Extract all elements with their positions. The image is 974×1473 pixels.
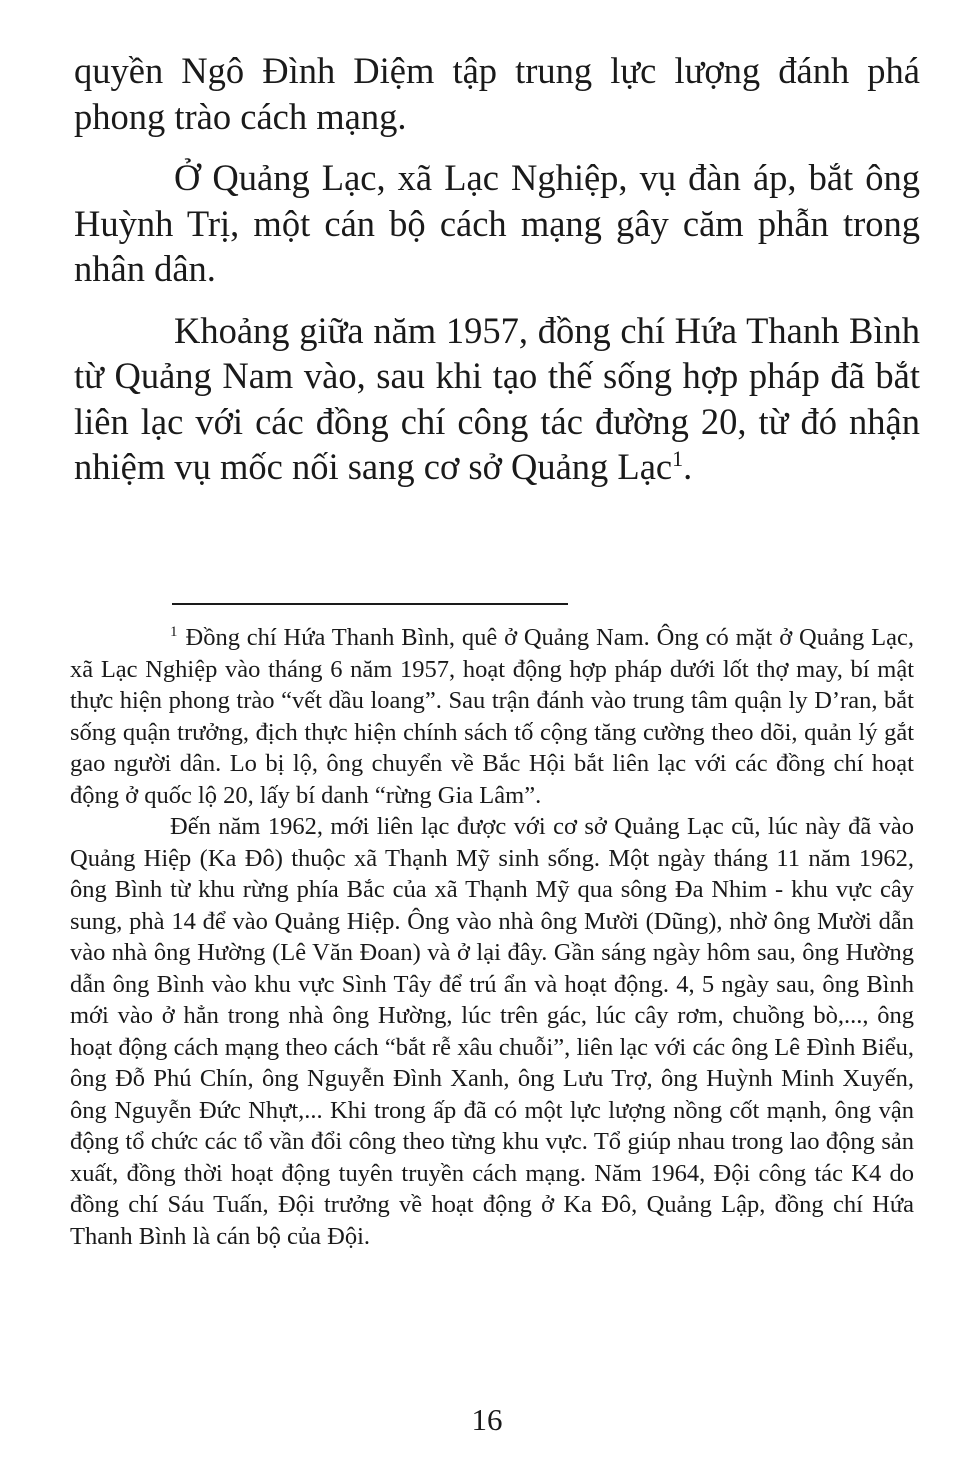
page-number: 16 [471,1402,503,1437]
footnote-paragraph-1 [70,622,914,811]
page-content [74,48,920,490]
body-paragraph-3-text: Khoảng giữa năm 1957, đồng chí Hứa Thanh Bình từ Quảng Nam vào, sau khi tạo thế sống hợp pháp đã bắt liên lạc với các đồng chí công tác đường 20, từ đó nhận nhiệm vụ mốc nối sang cơ sở Quảng Lạc [74,309,920,487]
body-paragraph-3 [74,308,920,490]
footnote-paragraph-1-text: Đồng chí Hứa Thanh Bình, quê ở Quảng Nam. Ông có mặt ở Quảng Lạc, xã Lạc Nghiệp vào tháng 6 năm 1957, hoạt động hợp pháp dưới lốt thợ may, bí mật thực hiện phong trào “vết dầu loang”. Sau trận đánh vào trung tâm quận ly D’ran, bắt sống quận trưởng, địch thực hiện chính sách tố cộng tăng cường theo dõi, quản lý gắt gao người dân. Lo bị lộ, ông chuyển về Bắc Hội bắt liên lạc với các đồng chí hoạt động ở quốc lộ 20, lấy bí danh “rừng Gia Lâm”. [70,624,914,809]
footnote-marker: 1 [170,623,178,640]
main-text [74,48,920,490]
body-paragraph-3-end: . [683,446,693,487]
body-paragraph-2: Ở Quảng Lạc, xã Lạc Nghiệp, vụ đàn áp, bắt ông Huỳnh Trị, một cán bộ cách mạng gây căm phẫn trong nhân dân. [74,157,920,289]
body-paragraph-1: quyền Ngô Đình Diệm tập trung lực lượng đánh phá phong trào cách mạng. [74,50,920,137]
footnote-divider [172,603,568,605]
footnote-block [70,622,914,1252]
footnote-paragraph-2: Đến năm 1962, mới liên lạc được với cơ sở Quảng Lạc cũ, lúc này đã vào Quảng Hiệp (Ka Đô) thuộc xã Thạnh Mỹ sinh sống. Một ngày tháng 11 năm 1962, ông Bình từ khu rừng phía Bắc của xã Thạnh Mỹ qua sông Đa Nhim - khu vực cây sung, phà 14 để vào Quảng Hiệp. Ông vào nhà ông Mười (Dũng), nhờ ông Mười dẫn vào nhà ông Hường (Lê Văn Đoan) và ở lại đây. Gần sáng ngày hôm sau, ông Hường dẫn ông Bình vào khu vực Sình Tây để trú ẩn và hoạt động. 4, 5 ngày sau, ông Bình mới vào ở hẳn trong nhà ông Hường, lúc trên gác, lúc cây rơm, chuồng bò,..., ông hoạt động cách mạng theo cách “bắt rễ xâu chuỗi”, liên lạc với các ông Lê Đình Biểu, ông Đỗ Phú Chín, ông Nguyễn Đình Xanh, ông Lưu Trợ, ông Huỳnh Minh Xuyến, ông Nguyễn Đức Nhựt,... Khi trong ấp đã có một lực lượng nồng cốt mạnh, ông vận động tổ chức các tổ vần đổi công theo từng khu vực. Tổ giúp nhau trong lao động sản xuất, đồng thời hoạt động tuyên truyền cách mạng. Năm 1964, Đội công tác K4 do đồng chí Sáu Tuấn, Đội trưởng về hoạt động ở Ka Đô, Quảng Lập, đồng chí Hứa Thanh Bình là cán bộ của Đội. [70,813,914,1250]
footnote-reference: 1 [672,445,684,471]
